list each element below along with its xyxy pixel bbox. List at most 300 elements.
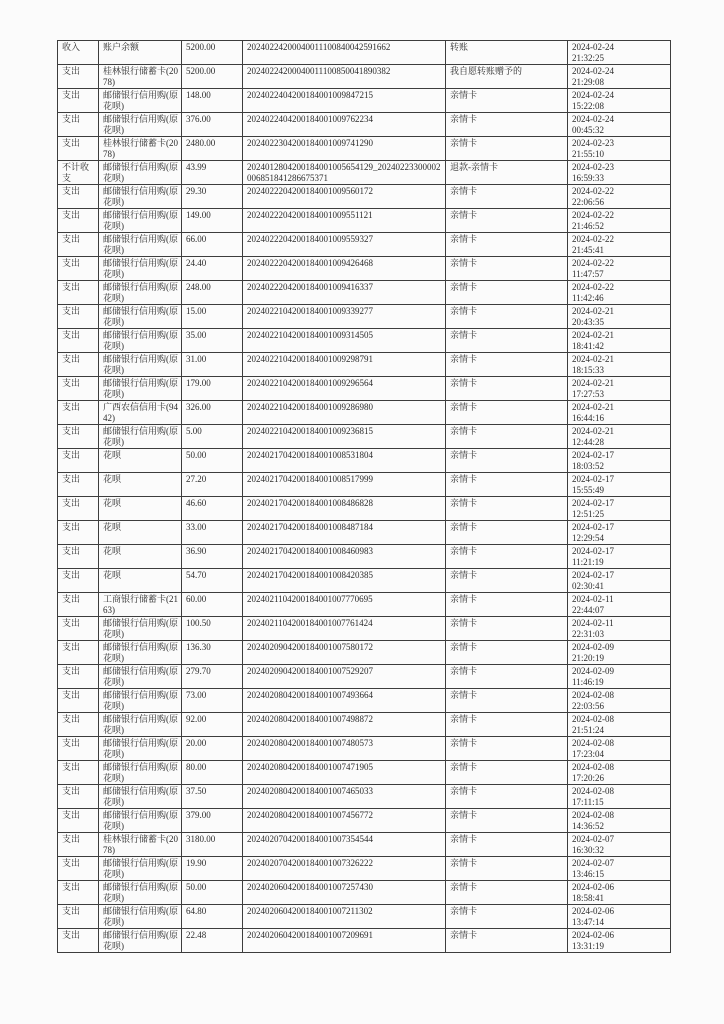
date-text: 2024-02-11 — [572, 618, 614, 628]
time-text: 14:36:52 — [572, 820, 605, 831]
amount-cell: 100.50 — [182, 617, 243, 641]
type-cell: 支出 — [58, 521, 99, 545]
remark-cell: 亲情卡 — [446, 89, 568, 113]
type-cell: 支出 — [58, 929, 99, 953]
account-cell: 邮储银行信用购(原花呗) — [99, 857, 182, 881]
transaction-id-cell: 2024020604200184001007257430 — [243, 881, 446, 905]
date-text: 2024-02-21 — [572, 402, 614, 412]
transaction-id-cell: 20240224200040011100850041890382 — [243, 65, 446, 89]
account-cell: 邮储银行信用购(原花呗) — [99, 617, 182, 641]
remark-cell: 亲情卡 — [446, 233, 568, 257]
date-text: 2024-02-06 — [572, 882, 614, 892]
type-cell: 支出 — [58, 809, 99, 833]
time-text: 12:51:25 — [572, 508, 605, 519]
datetime-cell — [568, 329, 671, 353]
amount-cell: 5200.00 — [182, 41, 243, 65]
remark-cell: 亲情卡 — [446, 881, 568, 905]
table-row — [58, 329, 671, 353]
time-text: 00:45:32 — [572, 124, 605, 135]
remark-cell: 亲情卡 — [446, 281, 568, 305]
datetime-cell — [568, 593, 671, 617]
type-cell: 支出 — [58, 641, 99, 665]
date-text: 2024-02-17 — [572, 498, 614, 508]
transaction-id-cell: 2024022104200184001009236815 — [243, 425, 446, 449]
account-cell: 邮储银行信用购(原花呗) — [99, 89, 182, 113]
type-cell: 支出 — [58, 89, 99, 113]
amount-cell: 379.00 — [182, 809, 243, 833]
datetime-cell — [568, 737, 671, 761]
transaction-id-cell: 2024020904200184001007529207 — [243, 665, 446, 689]
time-text: 20:43:35 — [572, 316, 605, 327]
datetime-cell — [568, 689, 671, 713]
table-row — [58, 761, 671, 785]
time-text: 11:21:19 — [572, 556, 604, 567]
table-row — [58, 401, 671, 425]
table-row — [58, 113, 671, 137]
datetime-cell — [568, 401, 671, 425]
date-text: 2024-02-17 — [572, 522, 614, 532]
date-text: 2024-02-08 — [572, 786, 614, 796]
table-row — [58, 833, 671, 857]
account-cell: 邮储银行信用购(原花呗) — [99, 233, 182, 257]
type-cell: 支出 — [58, 593, 99, 617]
date-text: 2024-02-23 — [572, 162, 614, 172]
account-cell: 邮储银行信用购(原花呗) — [99, 713, 182, 737]
time-text: 18:15:33 — [572, 364, 605, 375]
account-cell: 邮储银行信用购(原花呗) — [99, 761, 182, 785]
datetime-cell — [568, 137, 671, 161]
account-cell: 花呗 — [99, 473, 182, 497]
date-text: 2024-02-08 — [572, 762, 614, 772]
table-row — [58, 905, 671, 929]
account-cell: 邮储银行信用购(原花呗) — [99, 329, 182, 353]
date-text: 2024-02-17 — [572, 450, 614, 460]
datetime-cell — [568, 209, 671, 233]
time-text: 11:47:57 — [572, 268, 604, 279]
remark-cell: 亲情卡 — [446, 545, 568, 569]
type-cell: 支出 — [58, 569, 99, 593]
type-cell: 不计收支 — [58, 161, 99, 185]
account-cell: 花呗 — [99, 545, 182, 569]
remark-cell: 转账 — [446, 41, 568, 65]
amount-cell: 33.00 — [182, 521, 243, 545]
table-row — [58, 641, 671, 665]
transaction-id-cell: 2024022104200184001009339277 — [243, 305, 446, 329]
time-text: 21:45:41 — [572, 244, 605, 255]
account-cell: 邮储银行信用购(原花呗) — [99, 305, 182, 329]
account-cell: 邮储银行信用购(原花呗) — [99, 425, 182, 449]
time-text: 12:29:54 — [572, 532, 605, 543]
account-cell: 桂林银行储蓄卡(2078) — [99, 65, 182, 89]
date-text: 2024-02-08 — [572, 810, 614, 820]
remark-cell: 亲情卡 — [446, 257, 568, 281]
remark-cell: 亲情卡 — [446, 425, 568, 449]
type-cell: 支出 — [58, 857, 99, 881]
table-row — [58, 617, 671, 641]
date-text: 2024-02-17 — [572, 474, 614, 484]
type-cell: 支出 — [58, 833, 99, 857]
transaction-id-cell: 2024020604200184001007209691 — [243, 929, 446, 953]
transaction-id-cell: 2024022204200184001009551121 — [243, 209, 446, 233]
type-cell: 支出 — [58, 713, 99, 737]
transaction-id-cell: 2024012804200184001005654129_20240223300002006851841286675371 — [243, 161, 446, 185]
datetime-cell — [568, 785, 671, 809]
transaction-id-cell: 2024022404200184001009762234 — [243, 113, 446, 137]
amount-cell: 60.00 — [182, 593, 243, 617]
account-cell: 桂林银行储蓄卡(2078) — [99, 137, 182, 161]
transaction-id-cell: 2024022304200184001009741290 — [243, 137, 446, 161]
transaction-id-cell: 2024022204200184001009559327 — [243, 233, 446, 257]
remark-cell: 亲情卡 — [446, 137, 568, 161]
type-cell: 支出 — [58, 137, 99, 161]
time-text: 21:32:25 — [572, 52, 605, 63]
amount-cell: 35.00 — [182, 329, 243, 353]
date-text: 2024-02-22 — [572, 210, 614, 220]
transaction-id-cell: 2024020804200184001007456772 — [243, 809, 446, 833]
amount-cell: 20.00 — [182, 737, 243, 761]
amount-cell: 15.00 — [182, 305, 243, 329]
datetime-cell — [568, 665, 671, 689]
amount-cell: 136.30 — [182, 641, 243, 665]
account-cell: 邮储银行信用购(原花呗) — [99, 665, 182, 689]
account-cell: 邮储银行信用购(原花呗) — [99, 257, 182, 281]
time-text: 13:46:15 — [572, 868, 605, 879]
date-text: 2024-02-21 — [572, 354, 614, 364]
amount-cell: 279.70 — [182, 665, 243, 689]
type-cell: 支出 — [58, 617, 99, 641]
amount-cell: 29.30 — [182, 185, 243, 209]
datetime-cell — [568, 425, 671, 449]
type-cell: 支出 — [58, 377, 99, 401]
table-row — [58, 569, 671, 593]
date-text: 2024-02-08 — [572, 738, 614, 748]
datetime-cell — [568, 617, 671, 641]
account-cell: 工商银行储蓄卡(2163) — [99, 593, 182, 617]
date-text: 2024-02-07 — [572, 858, 614, 868]
table-row — [58, 665, 671, 689]
datetime-cell — [568, 857, 671, 881]
datetime-cell — [568, 569, 671, 593]
datetime-cell — [568, 185, 671, 209]
datetime-cell — [568, 521, 671, 545]
table-row — [58, 209, 671, 233]
time-text: 21:51:24 — [572, 724, 605, 735]
amount-cell: 24.40 — [182, 257, 243, 281]
time-text: 17:11:15 — [572, 796, 604, 807]
remark-cell: 亲情卡 — [446, 329, 568, 353]
transaction-id-cell: 2024020804200184001007471905 — [243, 761, 446, 785]
time-text: 18:41:42 — [572, 340, 605, 351]
type-cell: 支出 — [58, 737, 99, 761]
date-text: 2024-02-17 — [572, 546, 614, 556]
type-cell: 支出 — [58, 665, 99, 689]
type-cell: 支出 — [58, 185, 99, 209]
remark-cell: 亲情卡 — [446, 521, 568, 545]
table-row — [58, 881, 671, 905]
remark-cell: 亲情卡 — [446, 737, 568, 761]
account-cell: 邮储银行信用购(原花呗) — [99, 377, 182, 401]
time-text: 21:46:52 — [572, 220, 605, 231]
table-row — [58, 257, 671, 281]
date-text: 2024-02-24 — [572, 114, 614, 124]
account-cell: 邮储银行信用购(原花呗) — [99, 929, 182, 953]
table-row — [58, 89, 671, 113]
type-cell: 支出 — [58, 209, 99, 233]
table-row — [58, 689, 671, 713]
account-cell: 桂林银行储蓄卡(2078) — [99, 833, 182, 857]
amount-cell: 5.00 — [182, 425, 243, 449]
amount-cell: 73.00 — [182, 689, 243, 713]
transaction-id-cell: 2024022104200184001009296564 — [243, 377, 446, 401]
time-text: 17:23:04 — [572, 748, 605, 759]
table-row — [58, 353, 671, 377]
remark-cell: 亲情卡 — [446, 185, 568, 209]
amount-cell: 2480.00 — [182, 137, 243, 161]
amount-cell: 326.00 — [182, 401, 243, 425]
time-text: 18:03:52 — [572, 460, 605, 471]
transaction-id-cell: 2024021104200184001007770695 — [243, 593, 446, 617]
datetime-cell — [568, 449, 671, 473]
datetime-cell — [568, 257, 671, 281]
account-cell: 花呗 — [99, 449, 182, 473]
type-cell: 支出 — [58, 545, 99, 569]
transaction-id-cell: 2024020804200184001007498872 — [243, 713, 446, 737]
amount-cell: 46.60 — [182, 497, 243, 521]
account-cell: 邮储银行信用购(原花呗) — [99, 161, 182, 185]
transaction-id-cell: 2024022204200184001009560172 — [243, 185, 446, 209]
type-cell: 支出 — [58, 497, 99, 521]
account-cell: 广西农信信用卡(9442) — [99, 401, 182, 425]
table-row — [58, 449, 671, 473]
transaction-id-cell: 2024020704200184001007326222 — [243, 857, 446, 881]
transaction-table — [57, 40, 671, 953]
type-cell: 支出 — [58, 329, 99, 353]
type-cell: 支出 — [58, 449, 99, 473]
type-cell: 支出 — [58, 257, 99, 281]
remark-cell: 亲情卡 — [446, 689, 568, 713]
time-text: 11:42:46 — [572, 292, 604, 303]
date-text: 2024-02-07 — [572, 834, 614, 844]
datetime-cell — [568, 281, 671, 305]
datetime-cell — [568, 41, 671, 65]
amount-cell: 27.20 — [182, 473, 243, 497]
type-cell: 支出 — [58, 281, 99, 305]
account-cell: 邮储银行信用购(原花呗) — [99, 689, 182, 713]
remark-cell: 亲情卡 — [446, 113, 568, 137]
type-cell: 支出 — [58, 473, 99, 497]
datetime-cell — [568, 353, 671, 377]
time-text: 17:27:53 — [572, 388, 605, 399]
transaction-id-cell: 2024020804200184001007480573 — [243, 737, 446, 761]
time-text: 16:44:16 — [572, 412, 605, 423]
date-text: 2024-02-08 — [572, 690, 614, 700]
type-cell: 收入 — [58, 41, 99, 65]
datetime-cell — [568, 809, 671, 833]
table-row — [58, 65, 671, 89]
transaction-id-cell: 2024022104200184001009298791 — [243, 353, 446, 377]
type-cell: 支出 — [58, 689, 99, 713]
time-text: 16:30:32 — [572, 844, 605, 855]
datetime-cell — [568, 65, 671, 89]
time-text: 15:22:08 — [572, 100, 605, 111]
time-text: 13:31:19 — [572, 940, 605, 951]
date-text: 2024-02-22 — [572, 258, 614, 268]
table-row — [58, 377, 671, 401]
remark-cell: 亲情卡 — [446, 905, 568, 929]
type-cell: 支出 — [58, 881, 99, 905]
table-row — [58, 161, 671, 185]
transaction-id-cell: 2024022204200184001009426468 — [243, 257, 446, 281]
type-cell: 支出 — [58, 353, 99, 377]
remark-cell: 亲情卡 — [446, 617, 568, 641]
date-text: 2024-02-21 — [572, 378, 614, 388]
date-text: 2024-02-11 — [572, 594, 614, 604]
transaction-id-cell: 2024020604200184001007211302 — [243, 905, 446, 929]
account-cell: 邮储银行信用购(原花呗) — [99, 641, 182, 665]
date-text: 2024-02-21 — [572, 426, 614, 436]
datetime-cell — [568, 761, 671, 785]
remark-cell: 亲情卡 — [446, 665, 568, 689]
amount-cell: 54.70 — [182, 569, 243, 593]
remark-cell: 亲情卡 — [446, 353, 568, 377]
table-row — [58, 497, 671, 521]
remark-cell: 亲情卡 — [446, 569, 568, 593]
time-text: 11:46:19 — [572, 676, 604, 687]
type-cell: 支出 — [58, 113, 99, 137]
date-text: 2024-02-22 — [572, 186, 614, 196]
datetime-cell — [568, 89, 671, 113]
account-cell: 花呗 — [99, 521, 182, 545]
remark-cell: 亲情卡 — [446, 497, 568, 521]
time-text: 18:58:41 — [572, 892, 605, 903]
account-cell: 邮储银行信用购(原花呗) — [99, 185, 182, 209]
account-cell: 邮储银行信用购(原花呗) — [99, 881, 182, 905]
transaction-id-cell: 2024022104200184001009314505 — [243, 329, 446, 353]
remark-cell: 亲情卡 — [446, 641, 568, 665]
table-row — [58, 41, 671, 65]
datetime-cell — [568, 545, 671, 569]
table-row — [58, 281, 671, 305]
datetime-cell — [568, 497, 671, 521]
datetime-cell — [568, 905, 671, 929]
transaction-id-cell: 2024022104200184001009286980 — [243, 401, 446, 425]
account-cell: 邮储银行信用购(原花呗) — [99, 785, 182, 809]
type-cell: 支出 — [58, 305, 99, 329]
transaction-id-cell: 2024021104200184001007761424 — [243, 617, 446, 641]
remark-cell: 亲情卡 — [446, 593, 568, 617]
time-text: 21:20:19 — [572, 652, 605, 663]
transaction-id-cell: 2024020904200184001007580172 — [243, 641, 446, 665]
datetime-cell — [568, 713, 671, 737]
amount-cell: 66.00 — [182, 233, 243, 257]
transaction-id-cell: 2024020704200184001007354544 — [243, 833, 446, 857]
table-row — [58, 929, 671, 953]
type-cell: 支出 — [58, 905, 99, 929]
type-cell: 支出 — [58, 425, 99, 449]
date-text: 2024-02-24 — [572, 90, 614, 100]
table-row — [58, 305, 671, 329]
time-text: 21:55:10 — [572, 148, 605, 159]
time-text: 21:29:08 — [572, 76, 605, 87]
date-text: 2024-02-23 — [572, 138, 614, 148]
transaction-id-cell: 2024021704200184001008487184 — [243, 521, 446, 545]
remark-cell: 退款-亲情卡 — [446, 161, 568, 185]
remark-cell: 亲情卡 — [446, 377, 568, 401]
transaction-id-cell: 2024020804200184001007465033 — [243, 785, 446, 809]
type-cell: 支出 — [58, 65, 99, 89]
amount-cell: 179.00 — [182, 377, 243, 401]
transaction-id-cell: 2024020804200184001007493664 — [243, 689, 446, 713]
datetime-cell — [568, 473, 671, 497]
date-text: 2024-02-22 — [572, 282, 614, 292]
account-cell: 邮储银行信用购(原花呗) — [99, 113, 182, 137]
amount-cell: 50.00 — [182, 449, 243, 473]
amount-cell: 5200.00 — [182, 65, 243, 89]
date-text: 2024-02-24 — [572, 66, 614, 76]
time-text: 02:30:41 — [572, 580, 605, 591]
time-text: 17:20:26 — [572, 772, 605, 783]
transaction-id-cell: 2024021704200184001008531804 — [243, 449, 446, 473]
transaction-id-cell: 2024021704200184001008517999 — [243, 473, 446, 497]
remark-cell: 亲情卡 — [446, 449, 568, 473]
account-cell: 邮储银行信用购(原花呗) — [99, 281, 182, 305]
account-cell: 邮储银行信用购(原花呗) — [99, 353, 182, 377]
datetime-cell — [568, 113, 671, 137]
remark-cell: 亲情卡 — [446, 713, 568, 737]
amount-cell: 50.00 — [182, 881, 243, 905]
transaction-id-cell: 2024021704200184001008420385 — [243, 569, 446, 593]
table-row — [58, 809, 671, 833]
type-cell: 支出 — [58, 233, 99, 257]
table-row — [58, 785, 671, 809]
table-row — [58, 521, 671, 545]
table-row — [58, 137, 671, 161]
date-text: 2024-02-09 — [572, 666, 614, 676]
type-cell: 支出 — [58, 761, 99, 785]
time-text: 13:47:14 — [572, 916, 605, 927]
remark-cell: 亲情卡 — [446, 929, 568, 953]
amount-cell: 376.00 — [182, 113, 243, 137]
remark-cell: 亲情卡 — [446, 761, 568, 785]
remark-cell: 亲情卡 — [446, 809, 568, 833]
account-cell: 花呗 — [99, 497, 182, 521]
remark-cell: 亲情卡 — [446, 209, 568, 233]
remark-cell: 亲情卡 — [446, 305, 568, 329]
amount-cell: 3180.00 — [182, 833, 243, 857]
time-text: 12:44:28 — [572, 436, 605, 447]
amount-cell: 43.99 — [182, 161, 243, 185]
datetime-cell — [568, 881, 671, 905]
account-cell: 邮储银行信用购(原花呗) — [99, 209, 182, 233]
date-text: 2024-02-22 — [572, 234, 614, 244]
date-text: 2024-02-06 — [572, 906, 614, 916]
table-row — [58, 425, 671, 449]
amount-cell: 36.90 — [182, 545, 243, 569]
account-cell: 邮储银行信用购(原花呗) — [99, 905, 182, 929]
date-text: 2024-02-08 — [572, 714, 614, 724]
table-row — [58, 593, 671, 617]
datetime-cell — [568, 377, 671, 401]
transaction-id-cell: 2024022404200184001009847215 — [243, 89, 446, 113]
time-text: 16:59:33 — [572, 172, 605, 183]
table-row — [58, 473, 671, 497]
datetime-cell — [568, 161, 671, 185]
date-text: 2024-02-24 — [572, 42, 614, 52]
date-text: 2024-02-06 — [572, 930, 614, 940]
date-text: 2024-02-17 — [572, 570, 614, 580]
transaction-id-cell: 20240224200040011100840042591662 — [243, 41, 446, 65]
account-cell: 账户余额 — [99, 41, 182, 65]
